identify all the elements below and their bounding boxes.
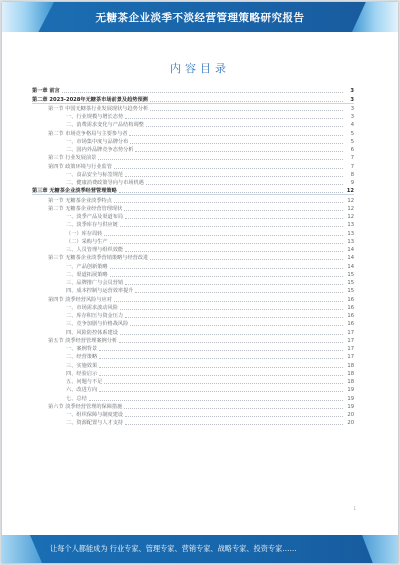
- toc-heading: 内容目录: [170, 62, 230, 75]
- toc-entry-page-number: 19: [347, 403, 354, 410]
- toc-chapter-entry[interactable]: [32, 86, 354, 94]
- toc-entry-label: 第四节 淡季经营风险与应对: [48, 296, 112, 303]
- toc-entry-page-number: 12: [346, 188, 354, 195]
- toc-subsection-entry[interactable]: [32, 220, 354, 228]
- toc-subsection-entry[interactable]: [32, 286, 354, 294]
- toc-entry-page-number: 20: [347, 412, 354, 418]
- toc-section-entry[interactable]: [32, 161, 354, 169]
- toc-entry-label: 一、市场集中度与品牌分布: [66, 138, 129, 145]
- toc-entry-label: 第六节 淡季经营管理的保障措施: [48, 403, 123, 410]
- toc-entry-page-number: 3: [350, 105, 354, 112]
- toc-subsection-entry[interactable]: [32, 245, 354, 253]
- toc-entry-page-number: 13: [347, 222, 354, 229]
- toc-dot-leader: [146, 184, 343, 185]
- toc-subsection-entry[interactable]: [32, 261, 354, 269]
- toc-entry-page-number: 13: [347, 230, 354, 237]
- toc-entry-label: 二、消费需求变化与产品结构调整: [66, 122, 144, 129]
- toc-entry-page-number: 6: [350, 147, 354, 153]
- toc-entry-label: 三、品牌推广与会员营销: [66, 280, 124, 286]
- toc-subsection-entry[interactable]: [32, 327, 354, 335]
- toc-dot-leader: [125, 118, 343, 119]
- toc-entry-label: 二、资源配置与人才支持: [66, 420, 124, 427]
- toc-entry-label: 一、行业规模与增长态势: [66, 114, 124, 120]
- toc-entry-label: 四、经验启示: [66, 370, 98, 377]
- toc-dot-leader: [120, 309, 343, 310]
- toc-section-entry[interactable]: [32, 153, 354, 161]
- toc-entry-page-number: 15: [347, 271, 354, 278]
- toc-dot-leader: [146, 126, 343, 127]
- toc-subsection-entry[interactable]: [32, 418, 354, 426]
- toc-entry-label: 二、渠道拓展策略: [66, 271, 108, 278]
- toc-entry-page-number: 7: [350, 163, 354, 170]
- toc-entry-page-number: 19: [347, 395, 354, 402]
- toc-dot-leader: [129, 135, 343, 136]
- toc-subsection-entry[interactable]: [32, 212, 354, 220]
- toc-entry-page-number: 18: [347, 370, 354, 377]
- toc-dot-leader: [120, 334, 343, 335]
- page-footer: [2, 535, 398, 563]
- toc-entry-page-number: 16: [347, 296, 354, 303]
- toc-entry-page-number: 14: [347, 263, 354, 270]
- toc-entry-label: 第一章 前言: [32, 88, 60, 95]
- toc-dot-leader: [114, 301, 343, 302]
- toc-subsection-entry[interactable]: [32, 120, 354, 128]
- toc-entry-page-number: 9: [350, 180, 354, 186]
- toc-subsection-entry[interactable]: [32, 360, 354, 368]
- toc-entry-page-number: 17: [347, 354, 354, 361]
- toc-section-entry[interactable]: [32, 336, 354, 344]
- toc-entry-label: （一）库存周转: [66, 230, 103, 237]
- toc-dot-leader: [150, 110, 343, 111]
- toc-subsection-entry[interactable]: [32, 311, 354, 319]
- toc-section-entry[interactable]: [32, 128, 354, 136]
- toc-entry-page-number: 4: [350, 122, 354, 129]
- toc-entry-label: 二、淡季库存与供应链: [66, 222, 118, 229]
- footer-slogan: 让每个人都能成为 行业专家、管理专家、营销专家、战略专家、投资专家……: [50, 544, 297, 553]
- toc-dot-leader: [125, 424, 343, 425]
- toc-dot-leader: [135, 151, 343, 152]
- toc-entry-label: 第一节 无糖茶企业淡季特点: [48, 197, 112, 204]
- toc-dot-leader: [125, 176, 343, 177]
- toc-dot-leader: [89, 400, 343, 401]
- toc-entry-page-number: 14: [347, 255, 354, 262]
- toc-entry-label: 一、案例背景: [66, 346, 98, 352]
- toc-section-entry[interactable]: [32, 294, 354, 302]
- toc-entry-page-number: 12: [347, 197, 354, 204]
- toc-dot-leader: [125, 251, 343, 252]
- toc-entry-label: 第二节 市场竞争格局与主要参与者: [48, 130, 128, 137]
- toc-subsection-entry[interactable]: [32, 344, 354, 352]
- toc-entry-label: 第三节 行业发展前景: [48, 155, 97, 162]
- toc-entry-label: 三、人员管理与组织效能: [66, 247, 124, 253]
- toc-entry-label: 三、实施效果: [66, 362, 98, 369]
- toc-entry-page-number: 18: [347, 379, 354, 385]
- toc-subsection-entry[interactable]: [32, 170, 354, 178]
- toc-entry-label: 四、风险防控体系建设: [66, 329, 118, 336]
- table-of-contents: [32, 86, 354, 426]
- toc-entry-page-number: 3: [350, 114, 354, 120]
- toc-entry-page-number: 17: [347, 346, 354, 352]
- toc-subsection-entry[interactable]: [32, 393, 354, 401]
- toc-section-entry[interactable]: [32, 104, 354, 112]
- toc-entry-page-number: 16: [347, 313, 354, 319]
- toc-entry-label: 一、组织保障与制度建设: [66, 412, 124, 418]
- toc-dot-leader: [110, 276, 343, 277]
- toc-entry-label: 一、市场需求波动风险: [66, 304, 118, 311]
- toc-entry-page-number: 18: [347, 362, 354, 369]
- toc-section-entry[interactable]: [32, 204, 354, 212]
- toc-entry-label: 二、国内外品牌竞争态势分析: [66, 147, 134, 153]
- toc-dot-leader: [130, 143, 343, 144]
- toc-entry-page-number: 5: [350, 138, 354, 145]
- toc-dot-leader: [104, 383, 343, 384]
- toc-subsection-entry[interactable]: [32, 237, 354, 245]
- toc-dot-leader: [125, 416, 343, 417]
- toc-entry-label: 六、改进方向: [66, 387, 98, 394]
- toc-entry-label: 一、产品创新策略: [66, 263, 108, 270]
- toc-dot-leader: [150, 101, 343, 102]
- toc-entry-page-number: 8: [350, 171, 354, 178]
- toc-subsection-entry[interactable]: [32, 319, 354, 327]
- toc-entry-label: 一、淡季产品及渠道布局: [66, 214, 124, 220]
- toc-entry-page-number: 3: [350, 88, 354, 95]
- toc-dot-leader: [62, 92, 343, 93]
- toc-subsection-entry[interactable]: [32, 278, 354, 286]
- toc-subsection-entry[interactable]: [32, 145, 354, 153]
- toc-dot-leader: [119, 342, 343, 343]
- toc-entry-page-number: 19: [347, 387, 354, 394]
- toc-entry-page-number: 20: [347, 420, 354, 427]
- toc-dot-leader: [124, 210, 343, 211]
- toc-entry-label: 第一节 中国无糖茶行业发展现状与趋势分析: [48, 105, 149, 112]
- toc-entry-label: 第三节 无糖茶企业淡季营销策略与经营改进: [48, 255, 149, 262]
- toc-dot-leader: [114, 202, 343, 203]
- toc-entry-label: 三、竞争加剧与价格战风险: [66, 321, 129, 328]
- toc-subsection-entry[interactable]: [32, 112, 354, 120]
- footer-decoration-left: [2, 535, 42, 563]
- toc-subsection-entry[interactable]: [32, 369, 354, 377]
- toc-entry-label: 第五节 淡季经营管理案例分析: [48, 337, 118, 344]
- toc-entry-label: 第二章 2023-2028年无糖茶市场前景及趋势预测: [32, 96, 148, 103]
- toc-subsection-entry[interactable]: [32, 352, 354, 360]
- toc-entry-page-number: 12: [347, 214, 354, 220]
- toc-dot-leader: [150, 259, 343, 260]
- toc-entry-label: 第四节 政策环境与行业监管: [48, 163, 112, 170]
- toc-chapter-entry[interactable]: [32, 94, 354, 103]
- toc-dot-leader: [99, 367, 343, 368]
- report-title: 无糖茶企业淡季不淡经营管理策略研究报告: [95, 12, 305, 24]
- toc-entry-label: 二、健康消费政策导向与市场机遇: [66, 180, 144, 186]
- toc-entry-page-number: 12: [347, 205, 354, 212]
- toc-subsection-entry[interactable]: [32, 137, 354, 145]
- toc-entry-page-number: 16: [347, 304, 354, 311]
- toc-dot-leader: [119, 192, 343, 193]
- toc-entry-page-number: 14: [347, 247, 354, 253]
- toc-entry-label: 第三章 无糖茶企业淡季经营管理策略: [32, 188, 117, 195]
- toc-entry-page-number: 16: [347, 321, 354, 328]
- toc-entry-label: 五、问题与不足: [66, 379, 103, 385]
- toc-dot-leader: [124, 408, 343, 409]
- toc-dot-leader: [110, 268, 343, 269]
- toc-subsection-entry[interactable]: [32, 270, 354, 278]
- toc-entry-label: 一、食品安全与标签规范: [66, 171, 124, 178]
- toc-dot-leader: [120, 226, 343, 227]
- toc-subsection-entry[interactable]: [32, 303, 354, 311]
- toc-section-entry[interactable]: [32, 402, 354, 410]
- toc-entry-page-number: 15: [347, 288, 354, 295]
- toc-entry-page-number: 15: [347, 280, 354, 286]
- toc-entry-page-number: 3: [350, 96, 354, 103]
- toc-entry-label: 第二节 无糖茶企业经营管理现状: [48, 205, 123, 212]
- toc-entry-label: 七、总结: [66, 395, 87, 402]
- toc-entry-page-number: 5: [350, 130, 354, 137]
- toc-dot-leader: [98, 159, 343, 160]
- toc-entry-page-number: 17: [347, 329, 354, 336]
- toc-dot-leader: [125, 317, 343, 318]
- toc-entry-label: 二、库存积压与资金压力: [66, 313, 124, 319]
- toc-subsection-entry[interactable]: [32, 410, 354, 418]
- footer-decoration-right: [362, 535, 398, 563]
- report-page: [2, 2, 398, 563]
- toc-subsection-entry[interactable]: [32, 228, 354, 236]
- toc-entry-label: 二、经营策略: [66, 354, 98, 361]
- toc-entry-label: 四、成本控制与运营效率提升: [66, 288, 134, 295]
- toc-section-entry[interactable]: [32, 195, 354, 203]
- toc-dot-leader: [114, 168, 343, 169]
- toc-section-entry[interactable]: [32, 253, 354, 261]
- toc-dot-leader: [99, 375, 343, 376]
- toc-dot-leader: [125, 284, 343, 285]
- page-number: 1: [353, 506, 356, 511]
- toc-dot-leader: [99, 391, 343, 392]
- toc-entry-page-number: 13: [347, 238, 354, 245]
- toc-subsection-entry[interactable]: [32, 385, 354, 393]
- page-header: [2, 2, 398, 32]
- toc-dot-leader: [110, 243, 343, 244]
- toc-subsection-entry[interactable]: [32, 377, 354, 385]
- toc-dot-leader: [135, 292, 343, 293]
- toc-subsection-entry[interactable]: [32, 178, 354, 186]
- toc-dot-leader: [104, 235, 343, 236]
- toc-dot-leader: [99, 358, 343, 359]
- toc-entry-label: （二）采购与生产: [66, 238, 108, 245]
- toc-entry-page-number: 17: [347, 337, 354, 344]
- toc-entry-page-number: 7: [350, 155, 354, 162]
- toc-chapter-entry[interactable]: [32, 186, 354, 195]
- toc-dot-leader: [130, 325, 343, 326]
- toc-dot-leader: [125, 218, 343, 219]
- toc-dot-leader: [99, 350, 343, 351]
